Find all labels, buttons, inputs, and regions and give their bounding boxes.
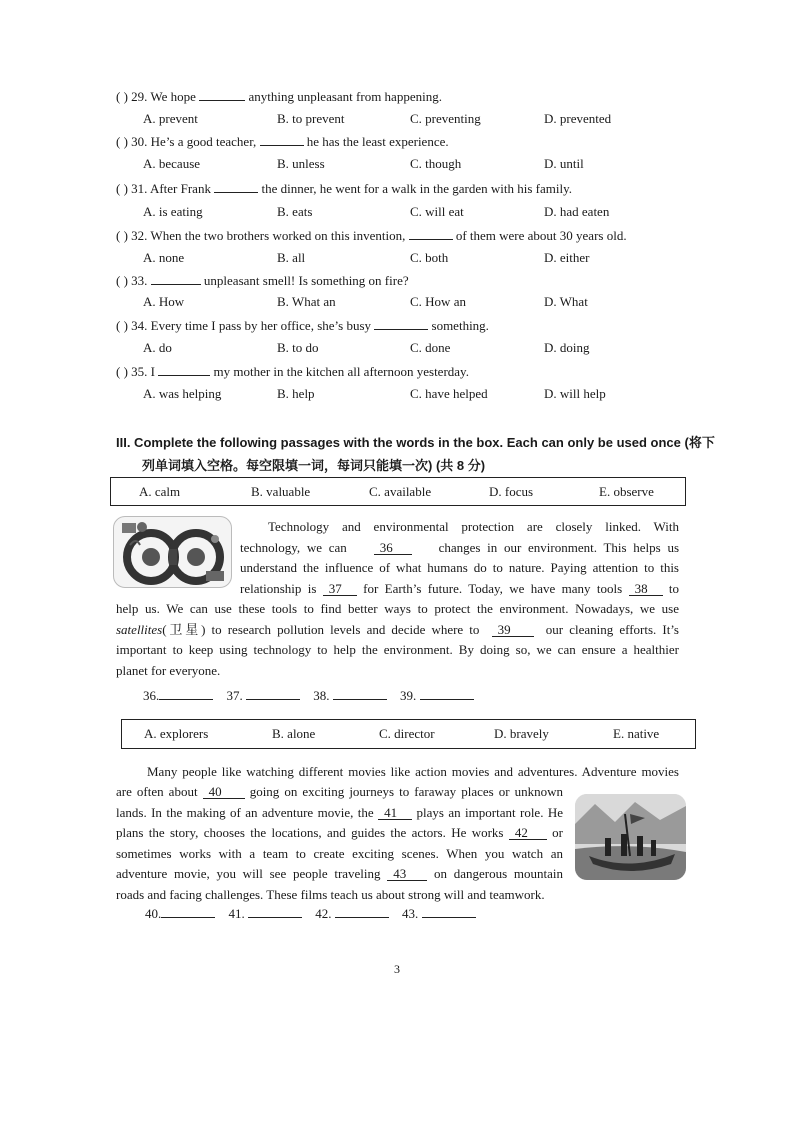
section-title-cont: 列单词填入空格。每空限填一词，每词只能填一次) (共 8 分) <box>142 458 486 473</box>
question-stem-post: anything unpleasant from happening. <box>248 89 442 104</box>
passage-line: Many people like watching different movies like action movies and adventures. Adventure movies <box>147 764 679 779</box>
answer-43-field[interactable] <box>422 906 476 918</box>
option-c[interactable]: C. will eat <box>410 204 464 219</box>
option-d[interactable]: D. until <box>544 156 584 171</box>
boat-painting-icon <box>575 794 686 880</box>
option-a[interactable]: A. How <box>143 294 185 309</box>
passage-2-body <box>116 782 563 905</box>
passage-line: help us. We can use these tools to find better ways to protect the environment. Nowadays, we use <box>116 601 679 616</box>
question-stem-post: of them were about 30 years old. <box>455 228 627 243</box>
word-option: E. native <box>613 726 660 741</box>
option-b[interactable]: B. to prevent <box>277 111 345 126</box>
boat-explorers-image <box>575 794 686 880</box>
option-b[interactable]: B. all <box>277 250 306 265</box>
answer-blank[interactable] <box>374 317 428 330</box>
word-option: E. observe <box>599 483 654 499</box>
option-d[interactable]: D. prevented <box>544 111 612 126</box>
answer-41-field[interactable] <box>248 906 302 918</box>
passage-line: lands. In the making of an adventure movie, the 41 plays an important role. He <box>116 804 564 820</box>
option-c[interactable]: C. preventing <box>410 111 481 126</box>
passage-line: adventure movie, you will see people traveling 43 on dangerous mountain <box>116 866 564 881</box>
answer-37-field[interactable] <box>246 688 300 700</box>
passage-line: roads and facing challenges. These films teach us about strong will and teamwork. <box>116 886 545 902</box>
answer-blank[interactable] <box>214 180 258 193</box>
passage-line: sometimes works with a team to create exciting scenes. When you watch an <box>116 845 563 861</box>
question-stem-pre: ( ) 33. <box>116 273 148 288</box>
option-a[interactable]: A. none <box>143 250 185 265</box>
blank-40[interactable]: 40 <box>203 785 245 799</box>
passage-line: plans the story, chooses the locations, and guides the actors. He works 42 or <box>116 825 564 840</box>
passage-line: satellites(卫星) to research pollution levels and decide where to 39 our cleaning efforts. It’s <box>116 621 679 637</box>
question-29 <box>116 88 442 105</box>
option-a[interactable]: A. because <box>143 156 201 171</box>
answer-36-field[interactable] <box>159 688 213 700</box>
answer-blank[interactable] <box>409 227 453 240</box>
eco-illustration-icon <box>114 517 231 587</box>
answer-39-field[interactable] <box>420 688 474 700</box>
blank-43[interactable]: 43 <box>387 867 427 881</box>
answer-42-field[interactable] <box>335 906 389 918</box>
option-c[interactable]: C. though <box>410 156 462 171</box>
word-box-2 <box>121 719 696 749</box>
answer-38-field[interactable] <box>333 688 387 700</box>
blank-36[interactable]: 36 <box>374 541 412 555</box>
question-stem-pre: ( ) 34. Every time I pass by her office, she’s busy <box>116 318 372 333</box>
eco-technology-image <box>113 516 232 588</box>
passage-line: are often about 40 going on exciting journeys to faraway places or unknown <box>116 784 564 799</box>
word-option: C. director <box>379 726 435 741</box>
passage-line: important to keep using technology to help the environment. By doing so, we can ensure a healthier <box>116 642 679 657</box>
word-box-1 <box>110 477 686 506</box>
question-30 <box>116 133 449 150</box>
question-stem-post: unpleasant smell! Is something on fire? <box>203 273 409 288</box>
question-31 <box>116 180 572 197</box>
question-32 <box>116 227 627 244</box>
question-stem-post: he has the least experience. <box>306 134 449 149</box>
option-a[interactable]: A. is eating <box>143 204 203 219</box>
answer-row-1: 36. 37. 38. 39. <box>143 688 484 704</box>
option-a[interactable]: A. do <box>143 340 172 355</box>
answer-blank[interactable] <box>199 88 245 101</box>
question-stem-pre: ( ) 35. I <box>116 364 155 379</box>
question-stem-pre: ( ) 31. After Frank <box>116 181 211 196</box>
option-c[interactable]: C. done <box>410 340 451 355</box>
blank-37[interactable]: 37 <box>323 582 357 596</box>
passage-line: relationship is 37 for Earth’s future. Today, we have many tools 38 to <box>240 580 680 596</box>
option-b[interactable]: B. to do <box>277 340 319 355</box>
option-b[interactable]: B. help <box>277 386 315 401</box>
question-stem-pre: ( ) 30. He’s a good teacher, <box>116 134 257 149</box>
question-stem-post: the dinner, he went for a walk in the garden with his family. <box>261 181 572 196</box>
option-b[interactable]: B. What an <box>277 294 336 309</box>
passage-line: understand the influence of what humans do to nature. Paying attention to this <box>240 560 679 575</box>
option-a[interactable]: A. was helping <box>143 386 222 401</box>
question-stem-pre: ( ) 29. We hope <box>116 89 196 104</box>
option-c[interactable]: C. How an <box>410 294 466 309</box>
option-c[interactable]: C. have helped <box>410 386 488 401</box>
question-34 <box>116 317 489 334</box>
passage-line: Technology and environmental protection are closely linked. With <box>268 519 679 534</box>
word-option: A. calm <box>139 483 181 499</box>
word-option: D. bravely <box>494 726 549 741</box>
word-option: D. focus <box>489 483 534 499</box>
option-d[interactable]: D. doing <box>544 340 590 355</box>
question-35 <box>116 363 469 380</box>
answer-blank[interactable] <box>151 272 201 285</box>
page-number: 3 <box>394 962 400 976</box>
blank-38[interactable]: 38 <box>629 582 663 596</box>
blank-41[interactable]: 41 <box>378 806 412 820</box>
passage-2-top <box>116 762 679 783</box>
option-c[interactable]: C. both <box>410 250 449 265</box>
word-option: C. available <box>369 483 432 499</box>
option-d[interactable]: D. will help <box>544 386 606 401</box>
word-option: A. explorers <box>144 726 209 741</box>
answer-row-2: 40. 41. 42. 43. <box>145 906 486 922</box>
question-stem-pre: ( ) 32. When the two brothers worked on this invention, <box>116 228 406 243</box>
option-a[interactable]: A. prevent <box>143 111 198 126</box>
word-option: B. alone <box>272 726 316 741</box>
option-d[interactable]: D. had eaten <box>544 204 610 219</box>
answer-40-field[interactable] <box>161 906 215 918</box>
answer-blank[interactable] <box>158 363 210 376</box>
question-stem-post: my mother in the kitchen all afternoon yesterday. <box>213 364 469 379</box>
passage-line: technology, we can 36 changes in our environment. This helps us <box>240 539 680 555</box>
blank-39[interactable]: 39 <box>492 623 534 637</box>
question-stem-post: something. <box>431 318 489 333</box>
option-d[interactable]: D. What <box>544 294 588 309</box>
answer-blank[interactable] <box>260 133 304 146</box>
question-33 <box>116 272 409 289</box>
word-option: B. valuable <box>251 483 311 499</box>
option-d[interactable]: D. either <box>544 250 590 265</box>
section-title: III. Complete the following passages with the words in the box. Each can only be used once (将下 <box>116 435 715 450</box>
passage-1-top <box>240 517 679 599</box>
passage-line: planet for everyone. <box>116 662 221 678</box>
passage-1-bottom <box>116 599 679 681</box>
blank-42[interactable]: 42 <box>509 826 547 840</box>
option-b[interactable]: B. eats <box>277 204 313 219</box>
option-b[interactable]: B. unless <box>277 156 325 171</box>
